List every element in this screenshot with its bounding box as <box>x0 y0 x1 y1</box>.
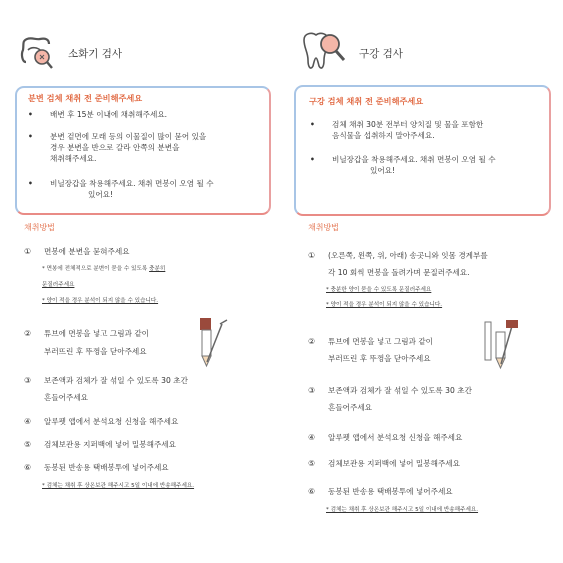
left-step-5 <box>24 437 274 453</box>
right-section-title: 채취방법 <box>308 223 339 232</box>
step-number: ④ <box>308 433 316 442</box>
right-note-1: * 충분한 양이 묻을 수 있도록 문질러주세요 <box>326 287 432 293</box>
left-note-1 <box>42 264 165 272</box>
bullet-dot: • <box>28 110 33 119</box>
step-text: 동봉된 반송용 택배봉투에 넣어주세요 <box>328 487 453 496</box>
left-step-3 <box>24 373 274 407</box>
left-note-3: * 검체는 채취 후 상온보관 해주시고 5일 이내에 반송해주세요. <box>42 483 195 489</box>
right-title: 구강 검사 <box>359 48 403 60</box>
left-title: 소화기 검사 <box>68 48 123 60</box>
tooth-magnifier-icon <box>298 30 354 74</box>
step-text: 보존액과 검체가 잘 섞일 수 있도록 30 초간 <box>44 376 188 385</box>
left-box-title: 분변 검체 채취 전 준비해주세요 <box>28 93 143 103</box>
step-text-2: 흔들어주세요 <box>328 403 373 412</box>
left-bullet-3 <box>28 179 263 203</box>
step-text: 면봉에 분변을 묻혀주세요 <box>44 247 130 256</box>
tube-swab-icon <box>478 318 522 374</box>
left-bullet-3-line2: 있어요! <box>88 190 114 199</box>
left-note-1b: 문질러주세요 <box>42 282 75 288</box>
step-number: ⑤ <box>308 459 316 468</box>
bullet-dot: • <box>28 179 33 188</box>
right-step-3 <box>308 383 558 417</box>
right-step-1 <box>308 248 558 282</box>
step-number: ① <box>24 247 32 256</box>
left-section-title: 채취방법 <box>24 223 55 232</box>
right-bullet-2-line2: 있어요! <box>370 166 396 175</box>
right-bullet-1-line2: 음식물을 섭취하지 말아주세요. <box>332 131 435 140</box>
step-number: ⑤ <box>24 440 32 449</box>
step-number: ③ <box>308 386 316 395</box>
right-step-4 <box>308 430 558 446</box>
right-step-6 <box>308 484 558 500</box>
step-text: 튜브에 면봉을 넣고 그림과 같이 <box>44 329 150 338</box>
right-bullet-2-line1: 비닐장갑을 착용해주세요. 채취 면봉이 오염 될 수 <box>332 155 496 164</box>
left-step-6 <box>24 460 274 476</box>
left-step-2 <box>24 326 204 360</box>
step-number: ⑥ <box>308 487 316 496</box>
left-bullet-1-text: 배변 후 15분 이내에 채취해주세요. <box>50 110 168 119</box>
step-text: 알루펫 앱에서 분석요청 신청을 해주세요 <box>44 417 179 426</box>
step-number: ③ <box>24 376 32 385</box>
right-box-title: 구강 검체 채취 전 준비해주세요 <box>309 96 424 106</box>
note-underlined: 충분히 <box>149 266 166 272</box>
note-text: * 면봉에 전체적으로 분변이 묻을 수 있도록 <box>42 266 150 272</box>
step-number: ② <box>24 329 32 338</box>
right-note-3: * 검체는 채취 후 상온보관 해주시고 5일 이내에 반송해주세요. <box>326 507 479 513</box>
left-step-1 <box>24 244 264 260</box>
step-number: ④ <box>24 417 32 426</box>
right-step-5 <box>308 456 558 472</box>
bullet-dot: • <box>310 120 315 129</box>
left-bullet-2-line3: 채취해주세요. <box>50 154 97 163</box>
left-step-4 <box>24 414 274 430</box>
left-note-2: * 양이 적을 경우 분석이 되지 않을 수 있습니다. <box>42 298 159 304</box>
step-text-2: 부러뜨린 후 뚜껑을 닫아주세요 <box>328 354 431 363</box>
step-text-2: 각 10 회씩 면봉을 돌려가며 문질러주세요. <box>328 268 470 277</box>
step-text-2: 부러뜨린 후 뚜껑을 닫아주세요 <box>44 347 147 356</box>
bullet-dot: • <box>310 155 315 164</box>
right-bullet-1-line1: 검체 채취 30분 전부터 양치질 및 물을 포함한 <box>332 120 484 129</box>
tube-swab-icon <box>194 316 234 372</box>
step-number: ⑥ <box>24 463 32 472</box>
step-text: 보존액과 검체가 잘 섞일 수 있도록 30 초간 <box>328 386 472 395</box>
intestine-magnifier-icon <box>18 32 62 72</box>
left-bullet-2-line2: 경우 분변을 반으로 갈라 안쪽의 분변을 <box>50 143 180 152</box>
step-text: 검체보관용 지퍼백에 넣어 밀봉해주세요 <box>328 459 460 468</box>
right-bullet-1 <box>310 120 545 144</box>
left-bullet-2-line1: 분변 겉면에 모래 등의 이물질이 많이 묻어 있을 <box>50 132 207 141</box>
step-number: ② <box>308 337 316 346</box>
step-text: 동봉된 반송용 택배봉투에 넣어주세요 <box>44 463 169 472</box>
step-text-2: 흔들어주세요 <box>44 393 89 402</box>
left-bullet-3-line1: 비닐장갑을 착용해주세요. 채취 면봉이 오염 될 수 <box>50 179 214 188</box>
step-number: ① <box>308 251 316 260</box>
bullet-dot: • <box>28 132 33 141</box>
step-text: 검체보관용 지퍼백에 넣어 밀봉해주세요 <box>44 440 176 449</box>
right-step-2 <box>308 334 488 368</box>
right-bullet-2 <box>310 155 545 179</box>
step-text: (오른쪽, 왼쪽, 위, 아래) 송곳니와 잇몸 경계부를 <box>328 251 488 260</box>
step-text: 알루펫 앱에서 분석요청 신청을 해주세요 <box>328 433 463 442</box>
right-note-2: * 양이 적을 경우 분석이 되지 않을 수 있습니다. <box>326 302 443 308</box>
left-bullet-2 <box>28 132 263 166</box>
left-bullet-1 <box>28 110 263 122</box>
step-text: 튜브에 면봉을 넣고 그림과 같이 <box>328 337 434 346</box>
